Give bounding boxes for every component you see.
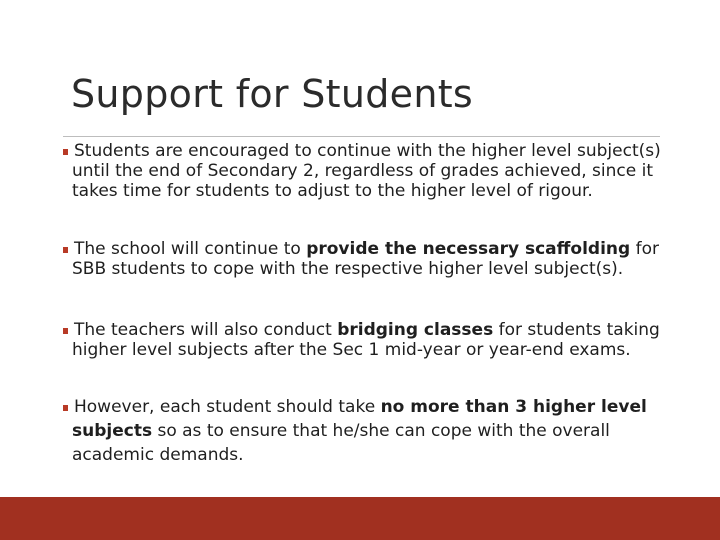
bullet-1: [63, 141, 661, 201]
bullet-4-emphasis-a: no more than 3 higher level: [380, 397, 647, 417]
bullet-4-line-2: subjects so as to ensure that he/she can cope with the overall: [72, 421, 610, 441]
bullet-3-line-2: higher level subjects after the Sec 1 mid-year or year-end exams.: [72, 340, 631, 360]
bullet-marker-icon: [63, 149, 68, 155]
bullet-3-emphasis: bridging classes: [337, 320, 494, 340]
bullet-marker-icon: [63, 247, 68, 253]
bullet-2-line-2: SBB students to cope with the respective higher level subject(s).: [72, 259, 624, 279]
bullet-marker-icon: [63, 328, 68, 334]
bullet-1-line-1: Students are encouraged to continue with the higher level subject(s): [63, 141, 661, 161]
title-divider: [63, 136, 660, 137]
bullet-2-line-1: The school will continue to provide the necessary scaffolding for: [63, 239, 659, 259]
slide-title: Support for Students: [71, 72, 474, 116]
bullet-3-line-1: The teachers will also conduct bridging classes for students taking: [63, 320, 660, 340]
bullet-1-line-3: takes time for students to adjust to the higher level of rigour.: [72, 181, 593, 201]
bullet-3: [63, 320, 660, 360]
bullet-2: [63, 239, 659, 279]
bullet-4-emphasis-b: subjects: [72, 421, 153, 441]
bullet-4-line-1: However, each student should take no more than 3 higher level: [63, 395, 647, 419]
footer-accent-bar: [0, 497, 720, 540]
bullet-4-line-3: academic demands.: [72, 445, 244, 465]
bullet-marker-icon: [63, 405, 68, 411]
bullet-1-line-2: until the end of Secondary 2, regardless of grades achieved, since it: [72, 161, 653, 181]
bullet-2-emphasis: provide the necessary scaffolding: [306, 239, 631, 259]
bullet-4: [63, 395, 647, 467]
